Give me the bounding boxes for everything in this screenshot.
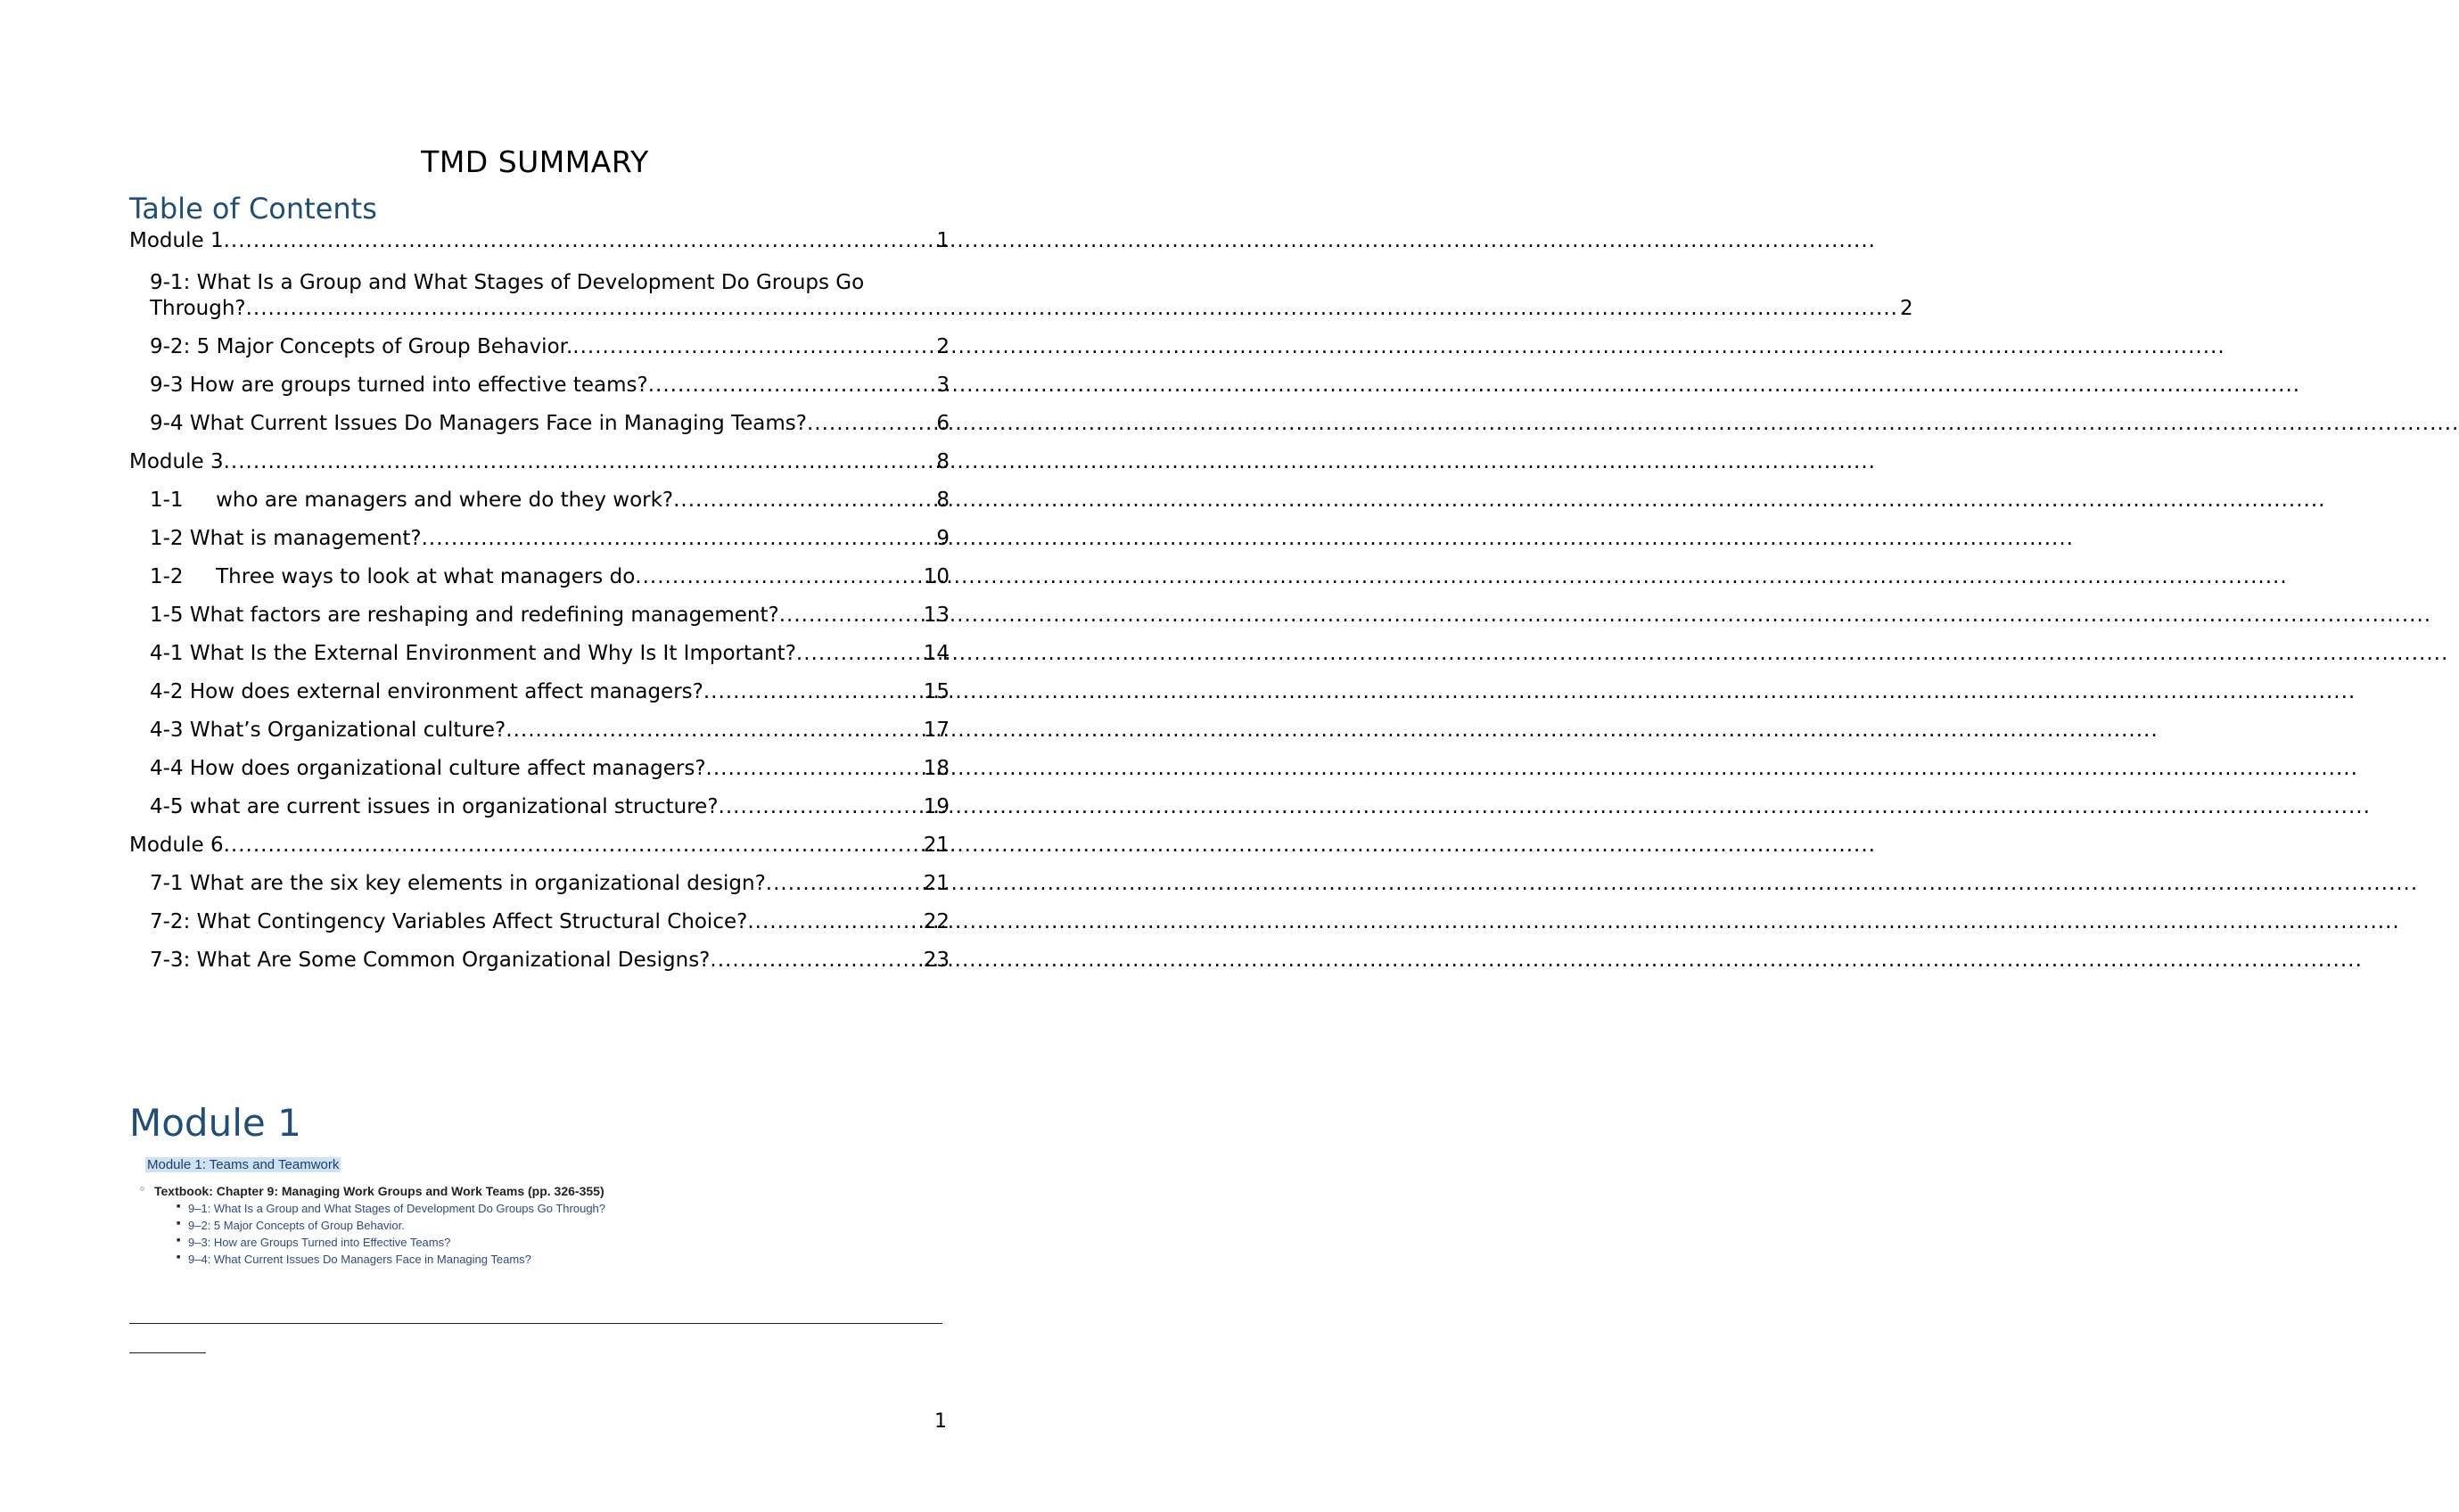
toc-entry-4-3[interactable] bbox=[129, 705, 950, 744]
toc-entry-page: 23 bbox=[923, 949, 950, 972]
toc-entry-9-3[interactable] bbox=[129, 360, 950, 399]
toc-entry-1-1[interactable] bbox=[129, 475, 950, 514]
toc-entry-7-1[interactable] bbox=[129, 859, 950, 897]
toc-leader-dots bbox=[572, 334, 934, 360]
figure-textbook-label: Textbook: Chapter 9: Managing Work Groups and Work Teams (pp. 326-355) bbox=[154, 1184, 604, 1198]
toc-entry-module-1[interactable] bbox=[129, 225, 950, 254]
toc-leader-dots bbox=[719, 794, 922, 820]
toc-leader-dots bbox=[635, 564, 921, 590]
toc-entry-4-4[interactable] bbox=[129, 744, 950, 782]
toc-entry-text: 1-2 Three ways to look at what managers do bbox=[150, 565, 636, 588]
toc-entry-module-6[interactable] bbox=[129, 820, 950, 859]
toc-entry-page: 6 bbox=[936, 412, 950, 435]
document-title: TMD SUMMARY bbox=[421, 144, 649, 180]
toc-entry-text: Module 6 bbox=[129, 834, 224, 857]
toc-entry-7-3[interactable] bbox=[129, 935, 950, 974]
toc-entry-text: 7-2: What Contingency Variables Affect Structural Choice? bbox=[150, 910, 748, 933]
toc-entry-7-2[interactable] bbox=[129, 897, 950, 935]
toc-entry-text: 9-3 How are groups turned into effective teams? bbox=[150, 374, 648, 397]
module-1-heading: Module 1 bbox=[129, 1101, 301, 1145]
toc-entry-text: 9-2: 5 Major Concepts of Group Behavior. bbox=[150, 335, 573, 358]
toc-entry-text: Module 1 bbox=[129, 229, 224, 252]
toc-entry-text-line1: 9-1: What Is a Group and What Stages of Development Do Groups Go bbox=[150, 271, 865, 294]
toc-entry-page: 14 bbox=[923, 642, 950, 665]
toc-entry-text: 4-5 what are current issues in organizational structure? bbox=[150, 795, 719, 818]
toc-entry-page: 2 bbox=[1900, 297, 1913, 320]
toc-leader-dots bbox=[422, 526, 935, 552]
figure-sublist bbox=[154, 1202, 673, 1266]
table-of-contents bbox=[129, 225, 1913, 974]
toc-entry-text: 1-5 What factors are reshaping and redefining management? bbox=[150, 604, 779, 627]
toc-leader-dots bbox=[807, 411, 934, 437]
toc-entry-text-line2: Through? bbox=[150, 297, 246, 320]
figure-subitem: ■ 9–3: How are Groups Turned into Effective Teams? bbox=[188, 1236, 673, 1249]
toc-entry-text: 1-1 who are managers and where do they work? bbox=[150, 489, 674, 512]
toc-entry-page: 13 bbox=[923, 604, 950, 627]
toc-leader-dots bbox=[506, 718, 921, 744]
page-number: 1 bbox=[934, 1410, 947, 1433]
toc-entry-page: 9 bbox=[936, 527, 950, 550]
figure-outline-list bbox=[138, 1184, 673, 1266]
toc-entry-text: 4-3 What’s Organizational culture? bbox=[150, 719, 506, 742]
toc-entry-page: 8 bbox=[936, 450, 950, 473]
toc-leader-dots bbox=[246, 296, 1898, 322]
toc-entry-1-2-three-ways[interactable] bbox=[129, 552, 950, 590]
toc-entry-text: 4-2 How does external environment affect managers? bbox=[150, 680, 703, 703]
toc-entry-text: 7-3: What Are Some Common Organizational Designs? bbox=[150, 949, 711, 972]
toc-entry-4-1[interactable] bbox=[129, 629, 950, 667]
figure-title: Module 1: Teams and Teamwork bbox=[147, 1157, 340, 1172]
toc-entry-page: 15 bbox=[923, 680, 950, 703]
toc-entry-text: Module 3 bbox=[129, 450, 224, 473]
toc-entry-4-5[interactable] bbox=[129, 782, 950, 820]
toc-leader-dots bbox=[224, 449, 935, 475]
toc-entry-text: 4-4 How does organizational culture affect managers? bbox=[150, 757, 706, 780]
toc-entry-text: 7-1 What are the six key elements in organizational design? bbox=[150, 872, 766, 895]
toc-leader-dots bbox=[224, 228, 935, 254]
toc-entry-1-5[interactable] bbox=[129, 590, 950, 629]
toc-entry-page: 1 bbox=[936, 229, 950, 252]
toc-heading: Table of Contents bbox=[129, 192, 377, 226]
footnote-short-rule bbox=[129, 1352, 206, 1353]
toc-leader-dots bbox=[673, 488, 934, 514]
toc-leader-dots bbox=[224, 833, 922, 859]
toc-entry-page: 10 bbox=[923, 565, 950, 588]
toc-entry-9-4[interactable] bbox=[129, 399, 950, 437]
toc-entry-page: 21 bbox=[923, 834, 950, 857]
toc-leader-dots bbox=[648, 373, 935, 399]
toc-entry-page: 21 bbox=[923, 872, 950, 895]
toc-entry-4-2[interactable] bbox=[129, 667, 950, 705]
toc-entry-page: 17 bbox=[923, 719, 950, 742]
toc-entry-page: 2 bbox=[936, 335, 950, 358]
figure-subitem: ■ 9–1: What Is a Group and What Stages of Development Do Groups Go Through? bbox=[188, 1202, 673, 1215]
toc-leader-dots bbox=[779, 603, 922, 629]
toc-leader-dots bbox=[710, 948, 921, 974]
toc-entry-9-1[interactable] bbox=[129, 254, 1913, 322]
toc-entry-page: 3 bbox=[936, 374, 950, 397]
toc-leader-dots bbox=[706, 756, 922, 782]
toc-entry-page: 22 bbox=[923, 910, 950, 933]
module-outline-screenshot bbox=[138, 1157, 673, 1270]
toc-entry-page: 19 bbox=[923, 795, 950, 818]
toc-entry-page: 8 bbox=[936, 489, 950, 512]
figure-subitem: ■ 9–2: 5 Major Concepts of Group Behavior. bbox=[188, 1219, 673, 1232]
figure-textbook-item bbox=[138, 1184, 673, 1266]
toc-leader-dots bbox=[766, 871, 922, 897]
toc-entry-9-2[interactable] bbox=[129, 322, 950, 360]
toc-entry-text: 1-2 What is management? bbox=[150, 527, 422, 550]
toc-entry-text: 9-4 What Current Issues Do Managers Face in Managing Teams? bbox=[150, 412, 807, 435]
toc-entry-text: 4-1 What Is the External Environment and Why Is It Important? bbox=[150, 642, 796, 665]
toc-entry-1-2-management[interactable] bbox=[129, 514, 950, 552]
toc-leader-dots bbox=[703, 679, 922, 705]
figure-subitem: ■ 9–4: What Current Issues Do Managers Face in Managing Teams? bbox=[188, 1253, 673, 1266]
toc-leader-dots bbox=[796, 641, 922, 667]
toc-entry-page: 18 bbox=[923, 757, 950, 780]
toc-leader-dots bbox=[747, 909, 921, 935]
toc-entry-module-3[interactable] bbox=[129, 437, 950, 475]
footnote-separator bbox=[129, 1323, 942, 1324]
